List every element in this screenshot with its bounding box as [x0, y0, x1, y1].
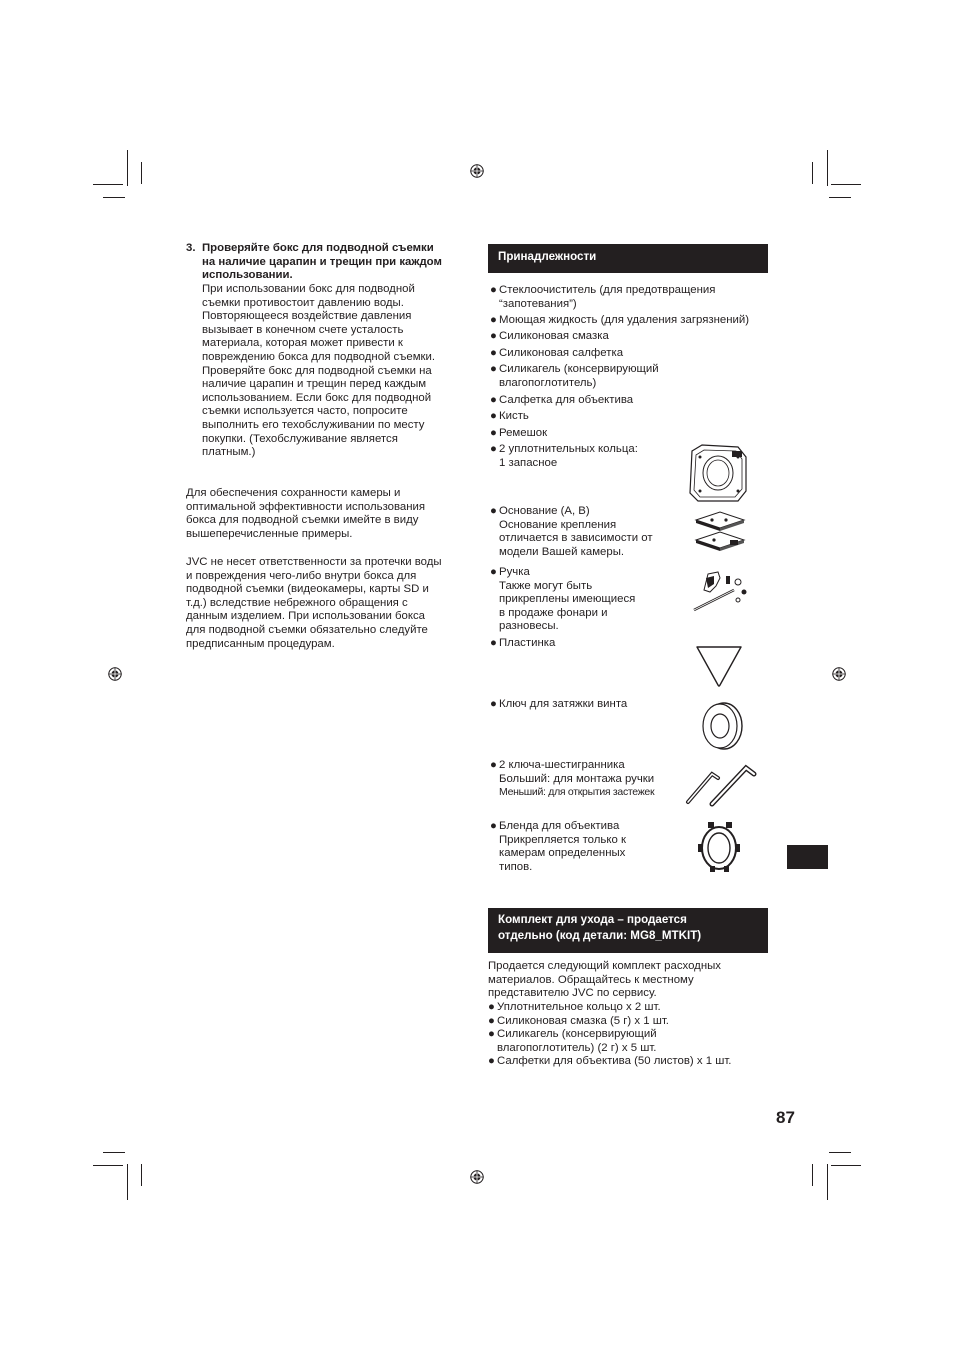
maintenance-kit-intro [488, 960, 721, 1001]
bullet-icon: ● [490, 820, 497, 832]
step-3-body [202, 283, 435, 460]
bullet-icon: ● [488, 1055, 495, 1067]
step-body-line: Проверяйте бокс для подводной съемки на [202, 364, 432, 377]
item-line: “запотевания”) [499, 297, 577, 310]
item-line: Ремешок [499, 427, 548, 439]
item-line: прикреплены имеющиеся [499, 593, 636, 606]
paragraph-line: предписанным процедурам. [186, 637, 335, 650]
step-body-line: съемки противостоит давлению воды. [202, 296, 404, 309]
paragraph-line: подводной съемки (видеокамеры, карты SD и [186, 583, 429, 596]
step-body-line: материала, которая может привести к [202, 337, 403, 350]
registration-mark-icon [832, 667, 846, 681]
bullet-icon: ● [490, 698, 497, 710]
handle-parts-illustration [690, 570, 752, 616]
item-line: Стеклоочиститель (для предотвращения [499, 284, 716, 296]
item-line: Салфетка для объектива [499, 394, 634, 406]
item-line: разновесы. [499, 620, 559, 633]
step-body-line: При использовании бокс для подводной [202, 283, 415, 295]
step-heading-line: использовании. [202, 269, 293, 282]
intro-line: Продается следующий комплект расходных [488, 960, 721, 972]
step-body-line: наличие царапин и трещин перед каждым [202, 378, 427, 391]
item-line: Пластинка [499, 637, 556, 649]
mount-plates-illustration [692, 510, 748, 558]
item-line: Основание (A, B) [499, 505, 590, 517]
registration-mark-icon [108, 667, 122, 681]
intro-line: представителю JVC по сервису. [488, 987, 657, 1000]
step-body-line: вызывает в конечном счете усталость [202, 323, 404, 336]
paragraph-line: JVC не несет ответственности за протечки воды [186, 556, 442, 568]
bullet-icon: ● [490, 394, 497, 406]
item-line: Силиконовая смазка (5 г) x 1 шт. [497, 1015, 669, 1027]
bullet-icon: ● [490, 347, 497, 359]
paragraph-line: данным изделием. При использовании бокса [186, 610, 425, 623]
bullet-icon: ● [490, 566, 497, 578]
item-line: влагопоглотитель) (2 г) x 5 шт. [497, 1041, 657, 1054]
bullet-icon: ● [488, 1028, 495, 1040]
item-line: влагопоглотитель) [499, 376, 597, 389]
step-body-line: повреждению бокса для подводной съемки. [202, 350, 436, 363]
o-ring-housing-illustration [688, 443, 750, 503]
lens-hood-illustration [696, 820, 742, 874]
registration-mark-icon [470, 1170, 484, 1184]
item-line: модели Вашей камеры. [499, 545, 625, 558]
maintenance-kit-heading [498, 912, 701, 944]
item-line: Ключ для затяжки винта [499, 698, 628, 710]
paragraph-line: Для обеспечения сохранности камеры и [186, 487, 401, 499]
item-line: Уплотнительное кольцо x 2 шт. [497, 1001, 661, 1013]
section-tab-marker [787, 845, 828, 869]
item-line: 1 запасное [499, 456, 558, 469]
bullet-icon: ● [490, 427, 497, 439]
accessories-heading-bar [488, 244, 768, 273]
plate-triangle-illustration [693, 643, 745, 689]
step-body-line: выполнить его техобслуживании по месту [202, 418, 425, 431]
step-3-number: 3. [186, 242, 196, 254]
item-line: Ручка [499, 566, 530, 578]
step-heading-line: Проверяйте бокс для подводной съемки [202, 242, 434, 254]
heading-line: отдельно (код детали: MG8_MTKIT) [498, 929, 702, 942]
bullet-icon: ● [490, 505, 497, 517]
intro-line: материалов. Обращайтесь к местному [488, 973, 694, 986]
step-body-line: использованием. Если бокс для подводной [202, 391, 432, 404]
item-line: Бленда для объектива [499, 820, 620, 832]
item-line: отличается в зависимости от [499, 532, 653, 545]
item-line: Меньший: для открытия застежек [499, 786, 655, 799]
screw-tightening-key-illustration [700, 700, 746, 752]
bullet-icon: ● [490, 330, 497, 342]
paragraph-line: бокса для подводной съемки имейте в виду [186, 514, 419, 527]
item-line: Моющая жидкость (для удаления загрязнений) [499, 314, 750, 326]
paragraph-line: оптимальной эффективности использования [186, 500, 426, 513]
item-line: Больший: для монтажа ручки [499, 772, 655, 785]
bullet-icon: ● [490, 410, 497, 422]
paragraph-line: и повреждения чего-либо внутри бокса для [186, 569, 417, 582]
item-line: Кисть [499, 410, 529, 422]
item-line: Также могут быть [499, 579, 593, 592]
item-line: 2 уплотнительных кольца: [499, 443, 638, 455]
page-number: 87 [776, 1108, 795, 1127]
bullet-icon: ● [490, 284, 497, 296]
paragraph-line: т.д.) вследствие небрежного обращения с [186, 596, 408, 609]
item-line: Силикагель (консервирующий [497, 1028, 657, 1040]
item-line: типов. [499, 860, 533, 873]
bullet-icon: ● [490, 637, 497, 649]
paragraph-line: вышеперечисленные примеры. [186, 527, 353, 540]
hex-keys-illustration [684, 762, 760, 808]
accessories-heading: Принадлежности [498, 250, 597, 263]
item-line: в продаже фонари и [499, 606, 608, 619]
bullet-icon: ● [488, 1001, 495, 1013]
step-body-line: платным.) [202, 446, 256, 459]
maintenance-kit-heading-bar [488, 908, 768, 953]
liability-paragraph [186, 556, 442, 651]
step-3-heading [202, 242, 442, 283]
bullet-icon: ● [488, 1015, 495, 1027]
bullet-icon: ● [490, 363, 497, 375]
bullet-icon: ● [490, 759, 497, 771]
item-line: Силиконовая салфетка [499, 347, 624, 359]
care-paragraph [186, 487, 425, 541]
paragraph-line: для подводной съемки обязательно следуйте [186, 623, 428, 636]
step-body-line: покупки. (Техобслуживание является [202, 432, 398, 445]
item-line: камерам определенных [499, 847, 626, 860]
item-line: Силикагель (консервирующий [499, 363, 659, 375]
item-line: Силиконовая смазка [499, 330, 609, 342]
bullet-icon: ● [490, 443, 497, 455]
item-line: Салфетки для объектива (50 листов) x 1 шт. [497, 1055, 732, 1067]
bullet-icon: ● [490, 314, 497, 326]
item-line: Основание крепления [499, 518, 617, 531]
step-heading-line: на наличие царапин и трещин при каждом [202, 255, 442, 268]
step-body-line: Повторяющееся воздействие давления [202, 310, 412, 323]
item-line: 2 ключа-шестигранника [499, 759, 625, 771]
step-body-line: съемки используется часто, попросите [202, 405, 408, 418]
item-line: Прикрепляется только к [499, 833, 626, 846]
heading-line: Комплект для ухода – продается [498, 913, 687, 926]
registration-mark-icon [470, 164, 484, 178]
